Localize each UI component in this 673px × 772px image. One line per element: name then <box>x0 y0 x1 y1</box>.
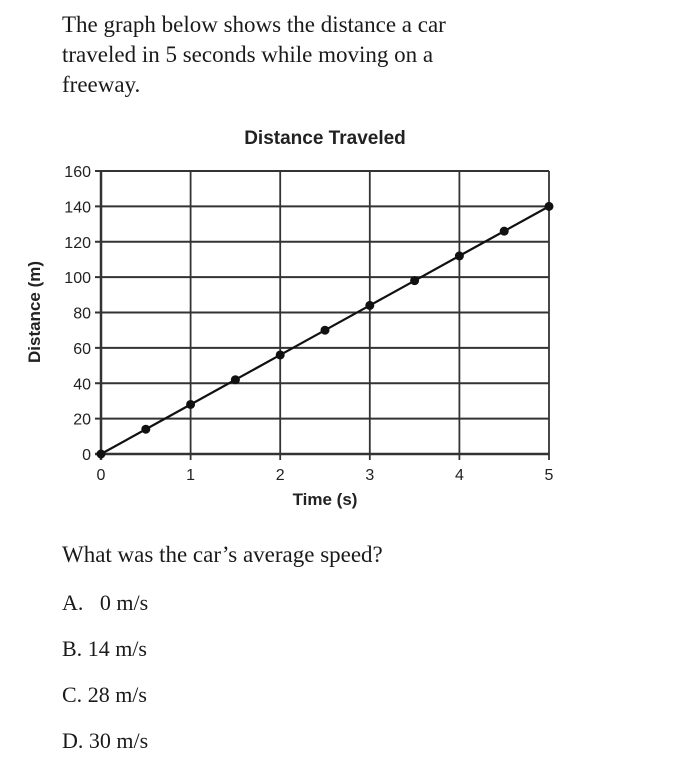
y-tick-label: 120 <box>64 234 91 252</box>
data-point <box>455 251 464 260</box>
choice-letter: C. <box>62 682 83 707</box>
chart-title: Distance Traveled <box>244 128 406 149</box>
y-tick-label: 40 <box>73 376 91 394</box>
data-point <box>500 227 509 236</box>
choice-c[interactable] <box>62 680 148 726</box>
choice-d[interactable] <box>62 726 148 772</box>
choice-letter: D. <box>62 728 84 753</box>
y-tick-label: 20 <box>73 411 91 429</box>
series <box>97 202 554 459</box>
data-point <box>186 400 195 409</box>
choice-letter: B. <box>62 636 83 661</box>
x-tick-label: 4 <box>454 467 464 484</box>
choice-text: 0 m/s <box>99 590 149 615</box>
question-text: What was the car’s average speed? <box>62 542 383 567</box>
choice-a[interactable] <box>62 588 148 634</box>
intro-line: The graph below shows the distance a car <box>62 12 446 37</box>
intro-line: freeway. <box>62 72 141 97</box>
choice-text: 30 m/s <box>88 728 149 753</box>
x-tick-label: 0 <box>96 467 106 484</box>
data-point <box>231 375 240 384</box>
intro-line: traveled in 5 seconds while moving on a <box>62 42 434 67</box>
data-point <box>276 350 285 359</box>
x-axis-label: Time (s) <box>292 490 358 509</box>
data-point <box>321 326 330 335</box>
x-tick-labels <box>97 467 554 484</box>
distance-chart <box>0 110 673 520</box>
data-point <box>545 202 554 211</box>
y-tick-labels <box>64 164 91 464</box>
y-tick-label: 100 <box>64 270 91 288</box>
y-axis-label: Distance (m) <box>25 260 44 364</box>
choice-b[interactable] <box>62 634 148 680</box>
data-point <box>97 450 106 459</box>
x-tick-label: 5 <box>544 467 554 484</box>
x-tick-label: 3 <box>365 467 375 484</box>
choice-letter: A. <box>62 590 84 615</box>
data-point <box>410 276 419 285</box>
y-tick-label: 60 <box>73 340 91 358</box>
choice-text: 28 m/s <box>87 682 147 707</box>
y-tick-label: 80 <box>73 305 91 323</box>
data-point <box>141 425 150 434</box>
choice-text: 14 m/s <box>87 636 147 661</box>
intro-paragraph <box>62 10 532 100</box>
grid <box>95 171 549 460</box>
y-tick-label: 0 <box>82 447 91 464</box>
choice-sep <box>83 590 100 615</box>
y-tick-label: 160 <box>64 164 91 181</box>
x-tick-label: 1 <box>186 467 196 484</box>
y-tick-label: 140 <box>64 199 91 217</box>
x-tick-label: 2 <box>275 467 285 484</box>
answer-choices <box>62 588 148 772</box>
data-point <box>365 301 374 310</box>
